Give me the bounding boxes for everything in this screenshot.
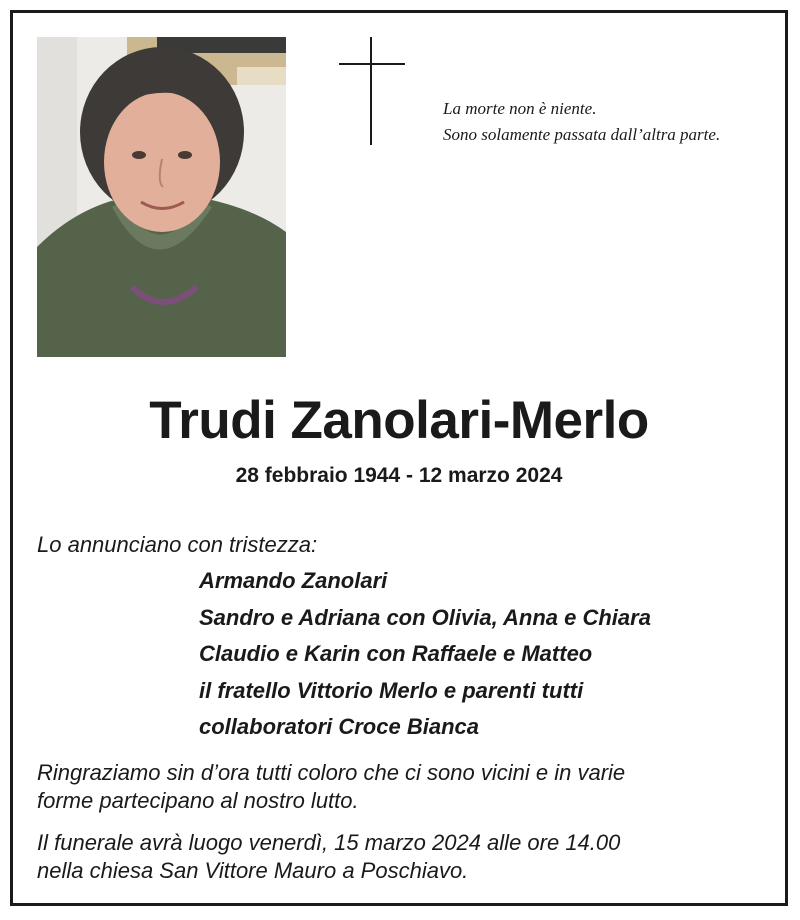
obituary-notice <box>10 10 788 906</box>
mourner-line: Armando Zanolari <box>199 568 388 593</box>
quote-line: La morte non è niente. <box>443 99 597 118</box>
funeral-line: Il funerale avrà luogo venerdì, 15 marzo 2024 alle ore 14.00 <box>37 830 621 855</box>
cross-icon <box>339 37 405 145</box>
portrait-photo <box>37 37 286 357</box>
thanks-paragraph <box>37 759 777 815</box>
mourner-line: collaboratori Croce Bianca <box>199 714 479 739</box>
announcement-intro: Lo annunciano con tristezza: <box>37 532 318 557</box>
thanks-line: forme partecipano al nostro lutto. <box>37 788 359 813</box>
mourner-line: Sandro e Adriana con Olivia, Anna e Chiara <box>199 604 651 630</box>
quote-line: Sono solamente passata dall’altra parte. <box>443 125 721 144</box>
mourner-line: il fratello Vittorio Merlo e parenti tutti <box>199 677 584 703</box>
mourner-line: Claudio e Karin con Raffaele e Matteo <box>199 641 593 666</box>
mourners-list <box>199 563 651 746</box>
funeral-paragraph <box>37 829 777 885</box>
funeral-line: nella chiesa San Vittore Mauro a Poschiavo. <box>37 858 469 883</box>
memorial-quote <box>443 96 783 148</box>
deceased-name: Trudi Zanolari-Merlo <box>149 391 649 450</box>
thanks-line: Ringraziamo sin d’ora tutti coloro che ci sono vicini e in varie <box>37 760 626 785</box>
life-dates: 28 febbraio 1944 - 12 marzo 2024 <box>235 464 563 487</box>
